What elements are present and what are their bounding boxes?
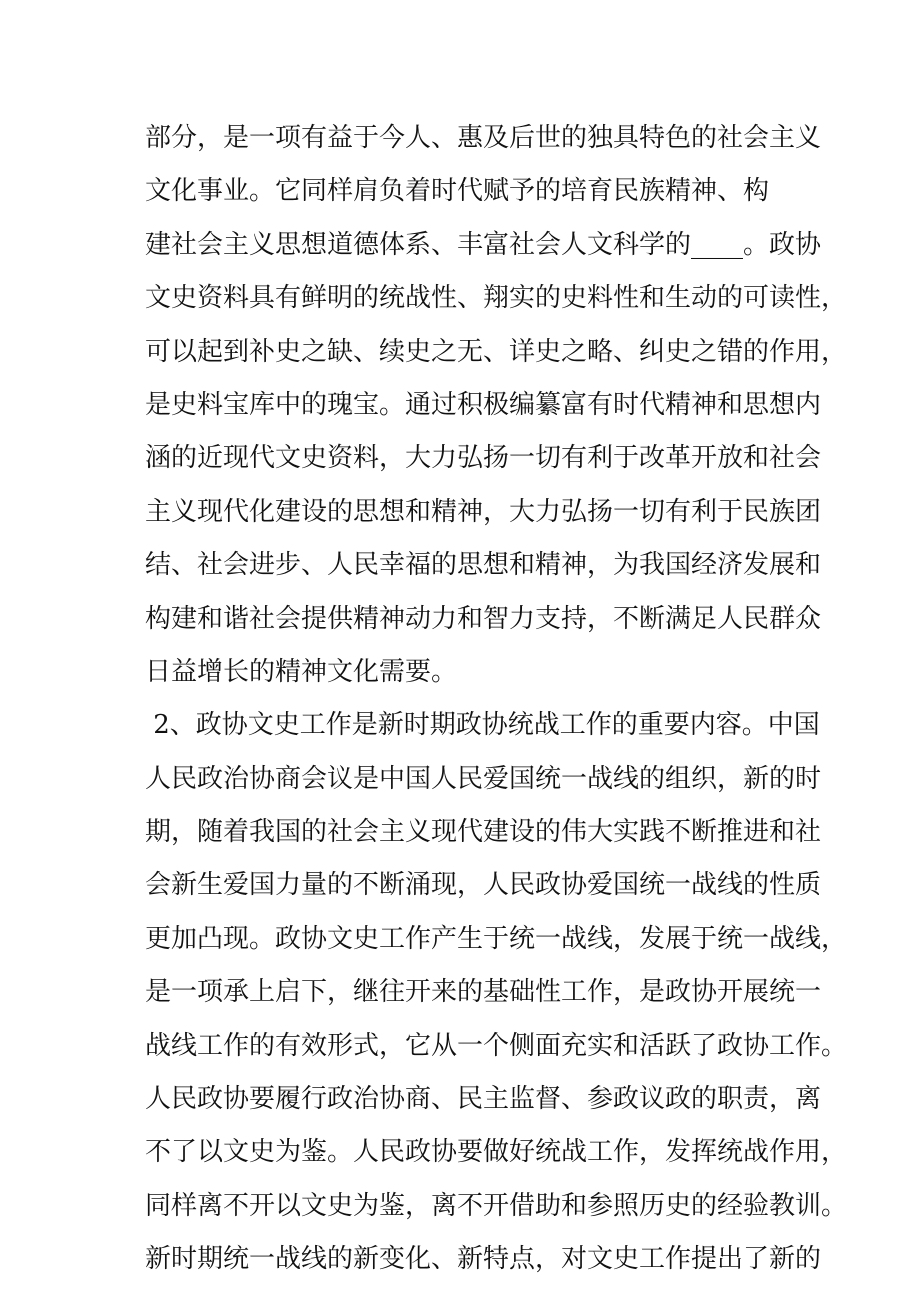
text-line: 可以起到补史之缺、续史之无、详史之略、纠史之错的作用， <box>145 336 848 367</box>
text-line: 建社会主义思想道德体系、丰富社会人文科学的____。政协 <box>145 229 822 260</box>
text-line: 部分，是一项有益于今人、惠及后世的独具特色的社会主义 <box>145 123 822 153</box>
text-line: 主义现代化建设的思想和精神，大力弘扬一切有利于民族团 <box>145 496 822 527</box>
text-line: 构建和谐社会提供精神动力和智力支持，不断满足人民群众 <box>145 603 822 634</box>
text-line: 期，随着我国的社会主义现代建设的伟大实践不断推进和社 <box>145 817 822 848</box>
text-line: 新时期统一战线的新变化、新特点，对文史工作提出了新的 <box>145 1244 822 1275</box>
text-line: 文史资料具有鲜明的统战性、翔实的史料性和生动的可读性， <box>145 283 848 314</box>
text-line: 战线工作的有效形式，它从一个侧面充实和活跃了政协工作。 <box>145 1030 848 1061</box>
text-line: 日益增长的精神文化需要。 <box>145 656 458 687</box>
text-line: 同样离不开以文史为鉴，离不开借助和参照历史的经验教训。 <box>145 1190 848 1221</box>
text-line: 2、政协文史工作是新时期政协统战工作的重要内容。中国 <box>145 710 820 741</box>
text-line: 人民政协要履行政治协商、民主监督、参政议政的职责，离 <box>145 1084 822 1115</box>
text-line: 是史料宝库中的瑰宝。通过积极编纂富有时代精神和思想内 <box>145 389 822 420</box>
text-line: 更加凸现。政协文史工作产生于统一战线，发展于统一战线， <box>145 923 848 954</box>
text-line: 结、社会进步、人民幸福的思想和精神，为我国经济发展和 <box>145 550 822 581</box>
text-line: 涵的近现代文史资料，大力弘扬一切有利于改革开放和社会 <box>145 443 822 474</box>
text-line: 人民政治协商会议是中国人民爱国统一战线的组织，新的时 <box>145 763 822 794</box>
body-text <box>145 112 848 1287</box>
text-line: 文化事业。它同样肩负着时代赋予的培育民族精神、构 <box>145 176 770 207</box>
text-line: 不了以文史为鉴。人民政协要做好统战工作，发挥统战作用， <box>145 1137 848 1168</box>
text-line: 是一项承上启下，继往开来的基础性工作，是政协开展统一 <box>145 977 822 1008</box>
text-line: 会新生爱国力量的不断涌现，人民政协爱国统一战线的性质 <box>145 870 822 901</box>
